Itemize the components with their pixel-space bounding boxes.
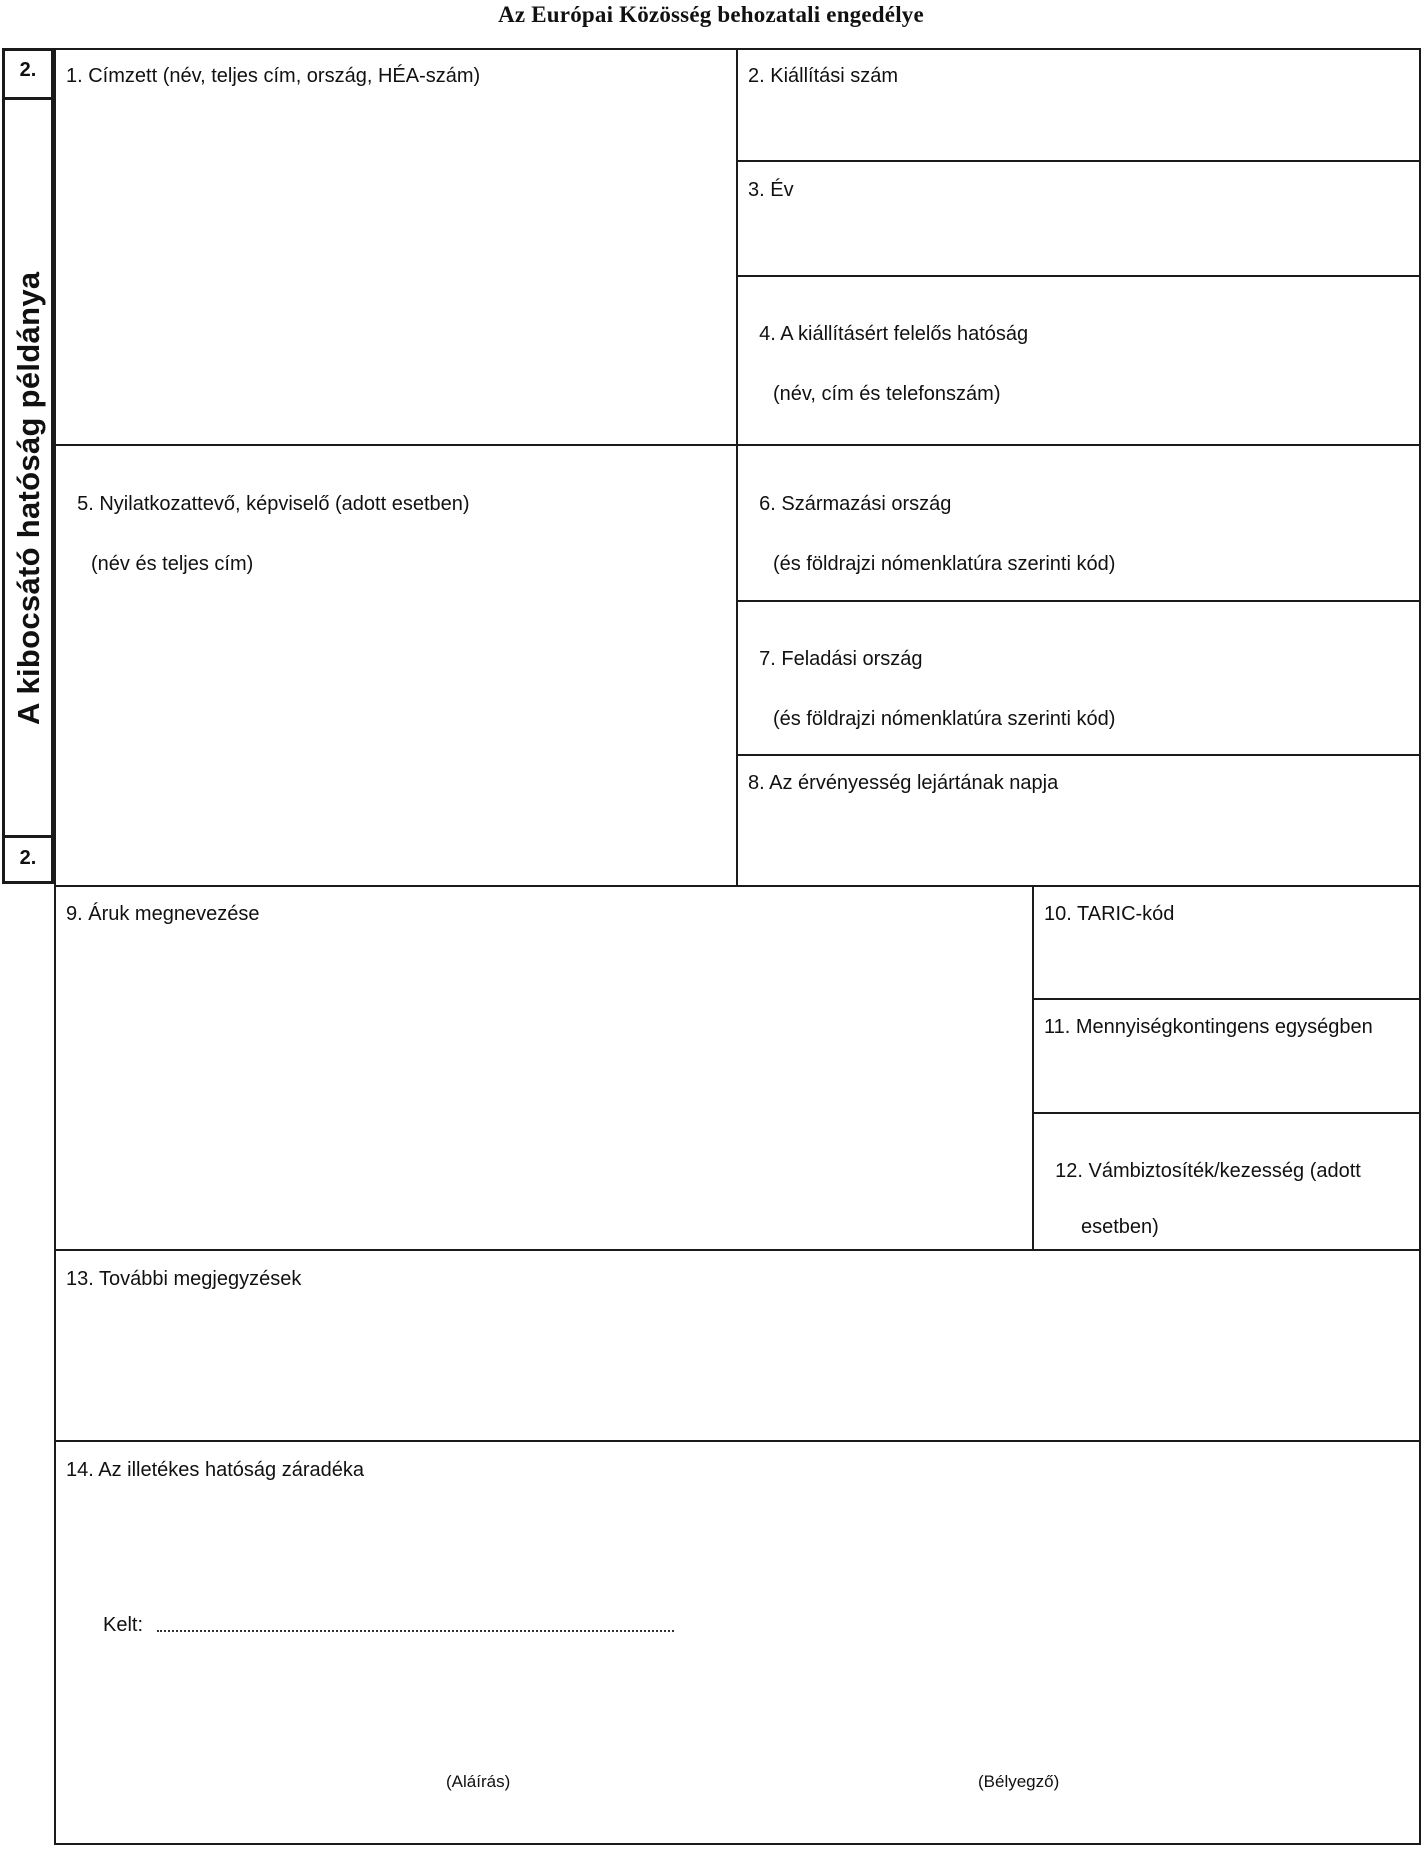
field-7-country-of-consignment[interactable] xyxy=(738,602,1419,754)
field-12-security[interactable] xyxy=(1034,1114,1419,1249)
field-2-label: 2. Kiállítási szám xyxy=(748,65,899,87)
field-2-issue-number[interactable] xyxy=(738,50,1419,160)
field-4-label-line1: 4. A kiállításért felelős hatóság xyxy=(759,323,1029,345)
field-11-label: 11. Mennyiségkontingens egységben xyxy=(1044,1016,1373,1038)
field-12-label-line2: esetben) xyxy=(1081,1216,1159,1238)
side-number-top: 2. xyxy=(19,59,37,81)
field-14-label: 14. Az illetékes hatóság záradéka xyxy=(66,1459,364,1481)
field-6-label-line1: 6. Származási ország xyxy=(759,493,952,515)
field-7-label-line1: 7. Feladási ország xyxy=(759,648,923,670)
field-6-label-line2: (és földrajzi nómenklatúra szerinti kód) xyxy=(773,553,1116,575)
field-5-label-line1: 5. Nyilatkozattevő, képviselő (adott esetben) xyxy=(77,493,470,515)
form-title: Az Európai Közösség behozatali engedélye xyxy=(498,2,924,27)
field-13-remarks[interactable] xyxy=(56,1251,1419,1440)
stamp-caption: (Bélyegző) xyxy=(978,1772,1060,1791)
field-9-goods-description[interactable] xyxy=(56,887,1032,1249)
side-divider-bottom xyxy=(5,835,51,838)
field-9-label: 9. Áruk megnevezése xyxy=(66,903,260,925)
side-vertical-label: A kibocsátó hatóság példánya xyxy=(11,271,46,725)
side-number-bottom: 2. xyxy=(19,847,37,869)
field-8-label: 8. Az érvényesség lejártának napja xyxy=(748,772,1059,794)
side-strip xyxy=(2,48,54,884)
field-6-country-of-origin[interactable] xyxy=(738,446,1419,600)
divider-13-14 xyxy=(54,1440,1421,1442)
field-3-year[interactable] xyxy=(738,162,1419,275)
field-11-quota-quantity[interactable] xyxy=(1034,1000,1419,1112)
field-1-label: 1. Címzett (név, teljes cím, ország, HÉA-szám) xyxy=(66,65,481,87)
side-divider-top xyxy=(5,97,51,100)
field-8-expiry-date[interactable] xyxy=(738,756,1419,885)
field-4-label-line2: (név, cím és telefonszám) xyxy=(773,383,1001,405)
field-1-recipient[interactable] xyxy=(56,50,736,444)
field-3-label: 3. Év xyxy=(748,179,794,201)
field-10-label: 10. TARIC-kód xyxy=(1044,903,1175,925)
field-4-issuing-authority[interactable] xyxy=(738,277,1419,444)
field-5-label-line2: (név és teljes cím) xyxy=(91,553,254,575)
date-label: Kelt: xyxy=(103,1614,144,1636)
field-12-label-line1: 12. Vámbiztosíték/kezesség (adott xyxy=(1055,1160,1361,1182)
field-5-declarant[interactable] xyxy=(56,446,736,885)
field-10-taric-code[interactable] xyxy=(1034,887,1419,998)
field-7-label-line2: (és földrajzi nómenklatúra szerinti kód) xyxy=(773,708,1116,730)
date-input-line[interactable] xyxy=(157,1630,674,1632)
signature-caption: (Aláírás) xyxy=(446,1772,511,1791)
field-13-label: 13. További megjegyzések xyxy=(66,1268,302,1290)
